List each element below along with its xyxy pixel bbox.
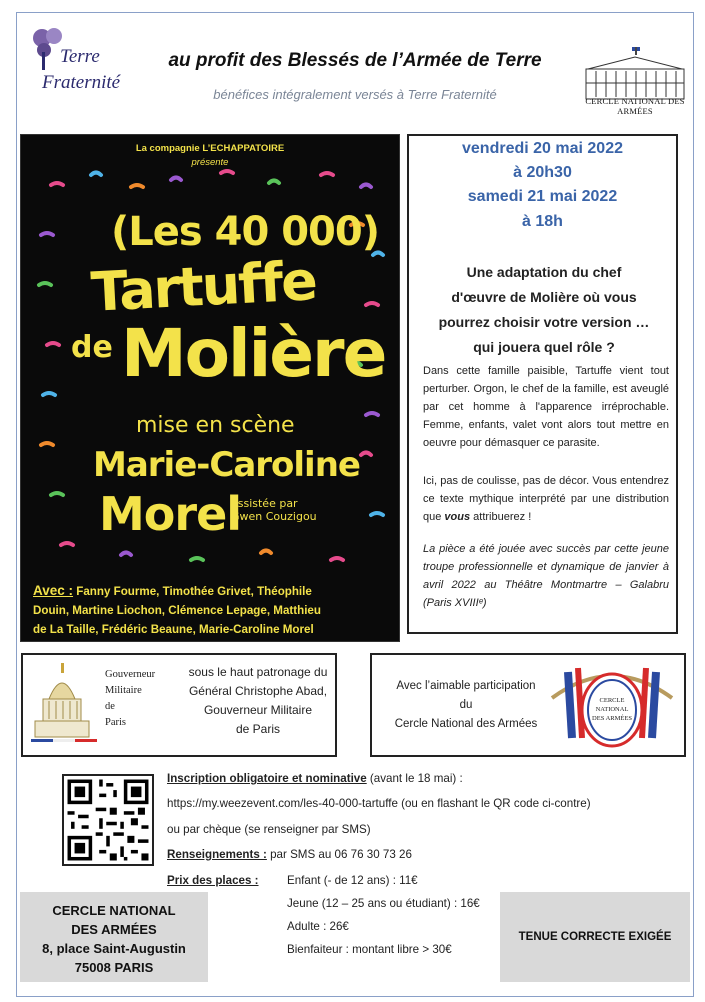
staging-text-a: Ici, pas de coulisse, pas de décor. Vous entendrez ce texte mythique interprété par une distribution que [423, 475, 669, 523]
participation-box [370, 653, 686, 757]
staging-text-vous: vous [444, 511, 471, 523]
gov-word2: Militaire [105, 685, 142, 696]
registration-deadline: (avant le 18 mai) : [366, 772, 463, 785]
venue-box [20, 892, 208, 982]
terre-fraternite-logo [30, 26, 130, 106]
participation-line3: Cercle National des Armées [394, 718, 538, 730]
participation-text [378, 677, 554, 734]
qr-code[interactable] [62, 774, 154, 866]
venue-line1: CERCLE NATIONAL [52, 903, 176, 918]
adapt-line4: qui jouera quel rôle ? [473, 339, 615, 355]
poster-director-last: Morel [99, 487, 242, 541]
dress-code-box [500, 892, 690, 982]
price-child: Enfant (- de 12 ans) : 11€ [287, 874, 418, 887]
event-info-box [407, 134, 678, 634]
cast-line2: Douin, Martine Liochon, Clémence Lepage, Matthieu [33, 604, 321, 617]
header-title: au profit des Blessés de l’Armée de Terre [168, 50, 542, 71]
participation-line2: du [459, 699, 473, 711]
venue-line4: 75008 PARIS [74, 960, 154, 975]
venue-line2: DES ARMÉES [71, 922, 157, 937]
staging-text-c: attribuerez ! [470, 511, 532, 523]
time-saturday: à 18h [522, 213, 563, 230]
badge-word3: DES ARMÉES [592, 715, 632, 722]
venue-line3: 8, place Saint-Augustin [42, 941, 186, 956]
prices-label-text: Prix des places : [167, 874, 259, 887]
logo-word-fraternite: Fraternité [42, 72, 121, 93]
price-benefactor: Bienfaiteur : montant libre > 30€ [287, 943, 452, 956]
adapt-line2: d'œuvre de Molière où vous [451, 289, 637, 305]
info-phone: par SMS au 06 76 30 73 26 [266, 848, 412, 861]
history-paragraph: La pièce a été jouée avec succès par cette jeune troupe professionnelle et dynamique de janvier à avril 2022 au Théâtre Montmartre – Galabru (Paris XVIIIᵉ) [423, 543, 669, 609]
cna-caption: CERCLE NATIONAL DES ARMÉES [585, 96, 685, 116]
badge-word2: NATIONAL [595, 706, 629, 713]
patronage-line2: Général Christophe Abad, [188, 684, 328, 698]
adapt-line3: pourrez choisir votre version … [438, 314, 650, 330]
assistant-name: Gwen Couzigou [231, 510, 317, 523]
invalides-dome-icon [29, 659, 99, 755]
patronage-line3: Gouverneur Militaire [203, 703, 313, 717]
registration-label: Inscription obligatoire et nominative [167, 772, 367, 785]
registration-cheque: ou par chèque (se renseigner par SMS) [167, 823, 371, 836]
logo-word-terre: Terre [60, 46, 100, 67]
date-friday: vendredi 20 mai 2022 [462, 140, 623, 157]
poster-company: La compagnie L’ECHAPPATOIRE [135, 143, 285, 154]
badge-word1: CERCLE [599, 697, 625, 704]
poster-title-tartuffe: Tartuffe [89, 249, 318, 324]
plot-paragraph: Dans cette famille paisible, Tartuffe vient tout perturber. Orgon, le chef de la famille, est aveuglé par cet homme à l'apparence irréprochable. Femme, enfants, valet vont alors tout mettre en oeuvre pour démasquer ce parasite. [423, 365, 669, 449]
assisted-by: assistée par [231, 497, 298, 510]
info-label: Renseignements : [167, 848, 267, 861]
poster-direction: mise en scène [136, 413, 295, 438]
poster-director-first: Marie-Caroline [93, 445, 360, 485]
patronage-text [175, 663, 341, 739]
registration-line [167, 772, 463, 785]
patronage-box [21, 653, 337, 757]
cast-label: Avec : [33, 583, 74, 598]
poster-assistant [231, 497, 317, 523]
show-poster [20, 134, 400, 642]
cast-line3: de La Taille, Frédéric Beaune, Marie-Caroline Morel [33, 623, 314, 636]
cna-badge-icon [542, 658, 682, 754]
gov-word4: Paris [105, 717, 126, 728]
poster-title-line1: (Les 40 000) [111, 209, 379, 255]
poster-cast [33, 581, 389, 639]
registration-url[interactable]: https://my.weezevent.com/les-40-000-tartuffe (ou en flashant le QR code ci-contre) [167, 797, 591, 810]
price-adult: Adulte : 26€ [287, 920, 349, 933]
staging-paragraph [423, 472, 669, 526]
patronage-line4: de Paris [235, 722, 281, 736]
date-saturday: samedi 21 mai 2022 [467, 188, 618, 205]
dress-code: TENUE CORRECTE EXIGÉE [518, 931, 672, 943]
adaptation-heading [417, 260, 671, 360]
price-youth: Jeune (12 – 25 ans ou étudiant) : 16€ [287, 897, 480, 910]
info-line [167, 848, 412, 861]
gov-word1: Gouverneur [105, 669, 156, 680]
gouverneur-logo-text [105, 667, 155, 731]
prices-label [167, 874, 259, 887]
poster-title-de: de [71, 330, 113, 365]
time-friday: à 20h30 [513, 164, 572, 181]
patronage-line1: sous le haut patronage du [188, 665, 328, 679]
participation-line1: Avec l’aimable participation [396, 680, 536, 692]
gov-word3: de [105, 701, 115, 712]
header-subtitle: bénéfices intégralement versés à Terre Fraternité [213, 87, 497, 102]
cast-line1: Fanny Fourme, Timothée Grivet, Théophile [76, 585, 312, 598]
adapt-line1: Une adaptation du chef [466, 264, 622, 280]
poster-presents: présente [191, 157, 229, 168]
qr-code-icon [64, 776, 152, 864]
poster-title-moliere: Molière [121, 315, 386, 392]
